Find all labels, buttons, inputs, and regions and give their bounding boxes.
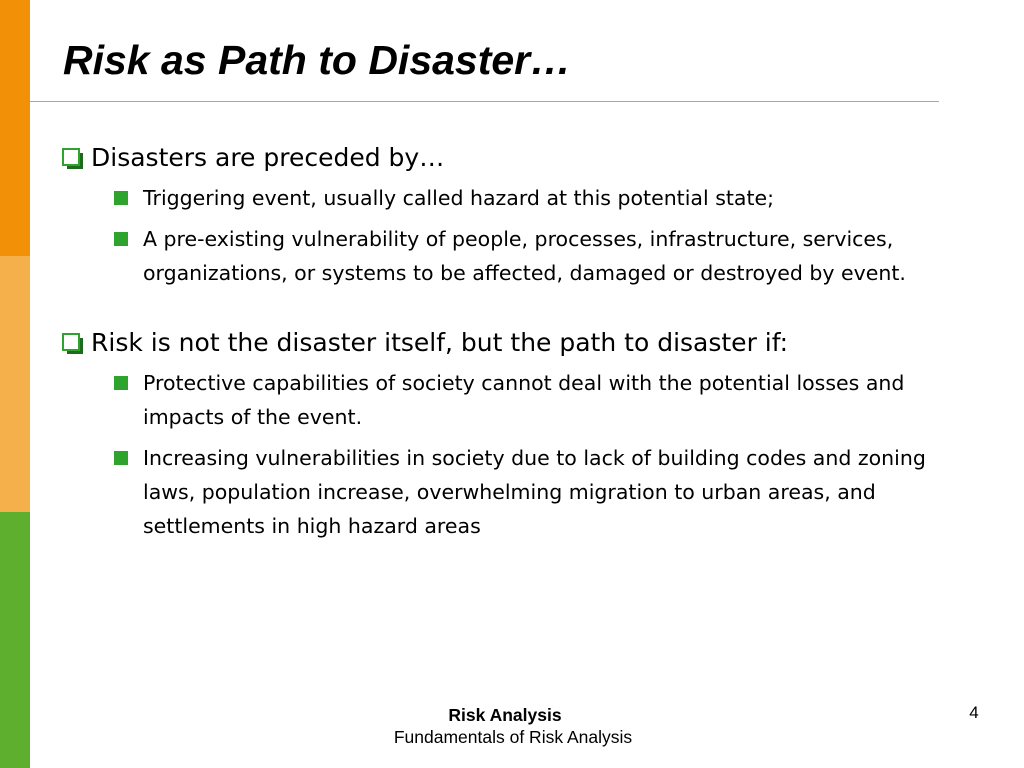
page-number: 4 — [969, 703, 979, 722]
sub-bullet-list — [62, 181, 962, 290]
square-bullet-icon — [114, 232, 128, 246]
side-bar-light-orange — [0, 256, 30, 512]
title-divider — [30, 101, 939, 102]
footer-subtitle: Fundamentals of Risk Analysis — [393, 727, 633, 747]
slide-title: Risk as Path to Disaster… — [63, 37, 572, 83]
sub-bullet-item — [114, 181, 962, 215]
sub-bullet-item — [114, 222, 962, 290]
bullet-level1 — [62, 139, 962, 177]
side-bar-orange — [0, 0, 30, 256]
sub-bullet-item — [114, 366, 962, 434]
bullet-level1 — [62, 324, 962, 362]
slide-body — [62, 139, 962, 550]
bullet-section-1 — [62, 139, 962, 290]
bullet-heading: Risk is not the disaster itself, but the path to disaster if: — [91, 328, 789, 357]
sub-bullet-text: Protective capabilities of society cannot deal with the potential losses and impacts of the event. — [143, 371, 905, 429]
square-bullet-icon — [114, 376, 128, 390]
slide-footer — [0, 704, 1024, 748]
sub-bullet-text: Triggering event, usually called hazard at this potential state; — [143, 186, 775, 210]
square-bullet-icon — [114, 451, 128, 465]
checkbox-bullet-icon — [62, 333, 80, 351]
square-bullet-icon — [114, 191, 128, 205]
sub-bullet-text: Increasing vulnerabilities in society due to lack of building codes and zoning laws, population increase, overwhelming migration to urban areas, and settlements in high hazard areas — [143, 446, 926, 538]
bullet-heading: Disasters are preceded by… — [91, 143, 445, 172]
sub-bullet-item — [114, 441, 962, 543]
sub-bullet-list — [62, 366, 962, 543]
footer-title: Risk Analysis — [448, 705, 562, 725]
bullet-section-2 — [62, 324, 962, 543]
checkbox-bullet-icon — [62, 148, 80, 166]
sub-bullet-text: A pre-existing vulnerability of people, processes, infrastructure, services, organizations, or systems to be affected, damaged or destroyed by event. — [143, 227, 906, 285]
